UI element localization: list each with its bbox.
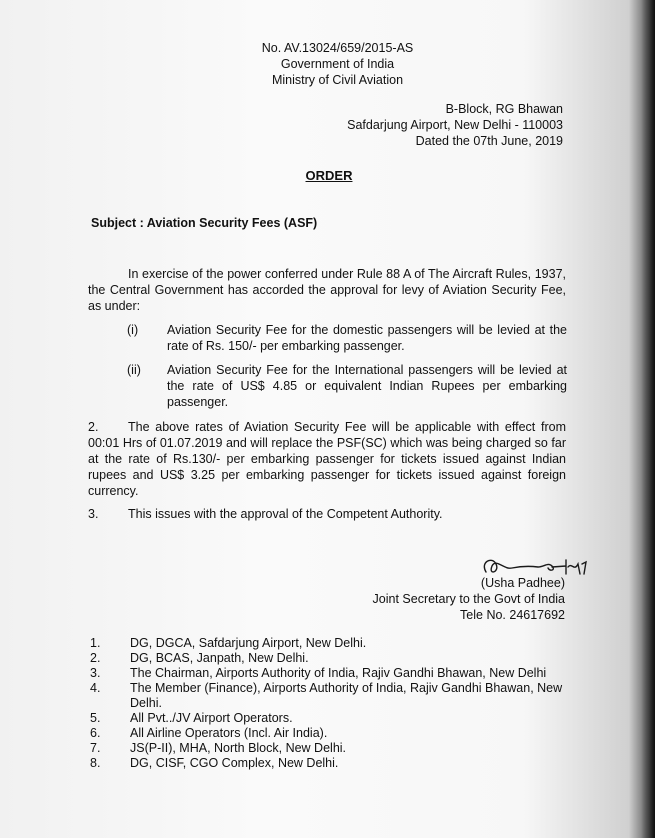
sub-item-number: (i): [127, 323, 139, 337]
paragraph-1-text: In exercise of the power conferred under Rule 88 A of The Aircraft Rules, 1937, the Central Government has accorded the approval for levy of Aviation Security Fee, as under:: [88, 267, 566, 313]
list-item-text: The Member (Finance), Airports Authority of India, Rajiv Gandhi Bhawan, New Delhi.: [130, 681, 563, 710]
list-item: [90, 741, 570, 756]
list-item: [90, 711, 570, 726]
sub-item-text: Aviation Security Fee for the domestic passengers will be levied at the rate of Rs. 150/- per embarking passenger.: [167, 323, 567, 353]
list-item-text: All Pvt../JV Airport Operators.: [130, 711, 293, 725]
document-date: Dated the 07th June, 2019: [415, 134, 563, 148]
signatory-block: [373, 575, 565, 623]
signatory-name: (Usha Padhee): [480, 576, 565, 590]
paragraph-3-text: This issues with the approval of the Competent Authority.: [128, 507, 443, 521]
sub-item-ii: [127, 362, 567, 410]
paragraph-2-text: The above rates of Aviation Security Fee will be applicable with effect from 00:01 Hrs of 01.07.2019 and will replace the PSF(SC) which was being charged so far at the rate of Rs.130/- per embarking passenger for tickets issued against Indian rupees and US$ 3.25 per embarking passenger for tickets issued against foreign currency.: [88, 420, 566, 498]
list-item-number: 8.: [90, 756, 101, 770]
list-item-number: 4.: [90, 681, 101, 695]
paragraph-2-number: 2.: [88, 420, 99, 434]
paragraph-2: [88, 419, 566, 499]
subject-line: Subject : Aviation Security Fees (ASF): [91, 216, 318, 230]
letterhead: [0, 40, 655, 88]
paragraph-3-number: 3.: [88, 507, 99, 521]
list-item-text: JS(P-II), MHA, North Block, New Delhi.: [130, 741, 347, 755]
page-edge-shadow: [641, 0, 655, 838]
address-line-2: Safdarjung Airport, New Delhi - 110003: [347, 118, 563, 132]
government-name: Government of India: [280, 57, 395, 71]
order-title-text: ORDER: [305, 168, 353, 183]
signatory-telephone: Tele No. 24617692: [460, 608, 565, 622]
office-address: [347, 101, 563, 149]
list-item-text: DG, CISF, CGO Complex, New Delhi.: [130, 756, 339, 770]
list-item-number: 1.: [90, 636, 101, 650]
ministry-name: Ministry of Civil Aviation: [271, 73, 404, 87]
list-item-number: 2.: [90, 651, 101, 665]
file-number: No. AV.13024/659/2015-AS: [261, 41, 414, 55]
list-item: [90, 726, 570, 741]
list-item-text: The Chairman, Airports Authority of India, Rajiv Gandhi Bhawan, New Delhi: [130, 666, 547, 680]
paragraph-3: [88, 506, 566, 522]
paragraph-1: [88, 266, 566, 314]
list-item-number: 3.: [90, 666, 101, 680]
signatory-designation: Joint Secretary to the Govt of India: [372, 592, 565, 606]
list-item-number: 6.: [90, 726, 101, 740]
list-item-text: All Airline Operators (Incl. Air India).: [130, 726, 328, 740]
list-item-number: 5.: [90, 711, 101, 725]
list-item-number: 7.: [90, 741, 101, 755]
list-item: [90, 666, 570, 681]
sub-item-i: [127, 322, 567, 354]
list-item-text: DG, BCAS, Janpath, New Delhi.: [130, 651, 309, 665]
list-item-text: DG, DGCA, Safdarjung Airport, New Delhi.: [130, 636, 367, 650]
distribution-list: [90, 636, 570, 771]
list-item: [90, 756, 570, 771]
sub-item-text: Aviation Security Fee for the International passengers will be levied at the rate of US$ 4.85 or equivalent Indian Rupees per embarking passenger.: [167, 363, 567, 409]
list-item: [90, 636, 570, 651]
order-heading: [0, 168, 655, 183]
address-line-1: B-Block, RG Bhawan: [445, 102, 563, 116]
list-item: [90, 651, 570, 666]
list-item: [90, 681, 570, 711]
sub-item-number: (ii): [127, 363, 141, 377]
